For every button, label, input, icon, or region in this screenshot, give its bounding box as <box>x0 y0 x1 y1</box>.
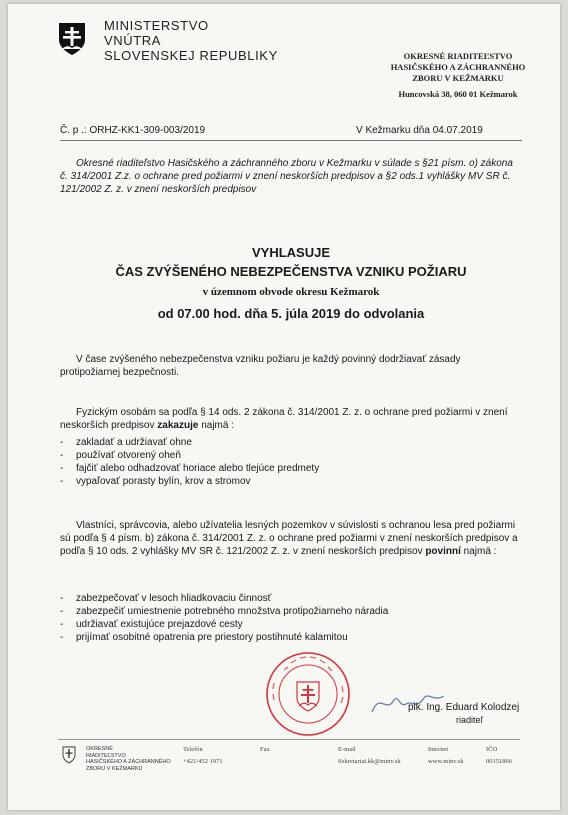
p3-text: Vlastníci, správcovia, alebo užívatelia lesných pozemkov v súvislosti s ochranou lesa pred požiarmi sú podľa § 4 písm. b) zákona č. 314/2001 Z. z. o ochrane pred požiarmi v znení neskorších predpisov a podľa § 10 ods. 2 vyhlášky MV SR č. 121/2002 Z. z. v znení neskorších predpisov <box>60 520 518 557</box>
list-item: - zabezpečovať v lesoch hliadkovaciu činnosť <box>60 593 272 604</box>
list-item: - udržiavať existujúce prejazdové cesty <box>60 619 243 630</box>
intro-paragraph: Okresné riaditeľstvo Hasičského a záchranného zboru v Kežmarku v súlade s §21 písm. o) zákona č. 314/2001 Z.z. o ochrane pred požiarmi v znení neskorších predpisov a §2 ods.1 vyhlášky MV SR č. 121/2002 Z. z. v znení neskorších predpisov <box>60 158 513 195</box>
list-item: - prijímať osobitné opatrenia pre priestory postihnuté kalamitou <box>60 632 348 643</box>
org-line-3: ZBORU V KEŽMARKU <box>412 73 504 83</box>
footer-ico: 00151866 <box>486 758 512 765</box>
footer-crest-icon <box>62 746 76 764</box>
title-declares: VYHLASUJE <box>251 245 331 260</box>
footer-phone: +421/452 1971 <box>183 758 223 765</box>
paragraph-general-duty: V čase zvýšeného nebezpečenstva vzniku požiaru je každý povinný dodržiavať zásady protipožiarnej bezpečnosti. <box>60 354 461 378</box>
title-main: ČAS ZVÝŠENÉHO NEBEZPEČENSTVA VZNIKU POŽIARU <box>115 264 467 279</box>
ministry-line-2: VNÚTRA <box>104 33 162 48</box>
footer-ico-label: IČO <box>486 746 498 753</box>
ministry-line-3: SLOVENSKEJ REPUBLIKY <box>104 48 278 63</box>
p2-text-end: najmä : <box>198 420 234 431</box>
org-line-2: HASIČSKÉHO A ZÁCHRANNÉHO <box>390 62 526 72</box>
paragraph-forest-owners <box>60 519 522 558</box>
title-area: v územnom obvode okresu Kežmarok <box>202 286 380 298</box>
ministry-name <box>104 18 278 63</box>
title-effective-date: od 07.00 hod. dňa 5. júla 2019 do odvolania <box>157 306 425 321</box>
signer-title: riaditeľ <box>456 715 484 725</box>
p3-emphasis: povinní <box>425 546 461 557</box>
list-item: - vypaľovať porasty bylín, krov a stromov <box>60 476 251 487</box>
list-item: - zabezpečiť umiestnenie potrebného množstva protipožiarneho náradia <box>60 606 389 617</box>
footer-phone-label: Telefón <box>183 746 203 753</box>
signer-name: plk. Ing. Eduard Kolodzej <box>408 702 520 713</box>
list-item: - zakladať a udržiavať ohne <box>60 437 192 448</box>
footer-fax-label: Fax <box>260 746 270 753</box>
reference-number: Č. p .: ORHZ-KK1-309-003/2019 <box>60 125 206 136</box>
place-date: V Kežmarku dňa 04.07.2019 <box>356 125 483 136</box>
issuing-office <box>368 51 548 84</box>
footer-website[interactable]: www.minv.sk <box>428 758 464 765</box>
org-line-1: OKRESNÉ RIADITEĽSTVO <box>403 51 513 61</box>
prohibition-list <box>60 436 522 488</box>
document-page <box>8 4 560 810</box>
footer-email-label: E-mail <box>338 746 356 753</box>
footer-organization: OKRESNÉ RIADITEĽSTVO HASIČSKÉHO A ZÁCHRANNÉHO ZBORU V KEŽMARKU <box>86 746 171 772</box>
list-item: - fajčiť alebo odhadzovať horiace alebo tlejúce predmety <box>60 463 320 474</box>
footer-internet-label: Internet <box>428 746 449 753</box>
official-stamp <box>264 650 352 738</box>
p2-emphasis: zakazuje <box>157 420 199 431</box>
paragraph-persons-prohibition <box>60 406 522 432</box>
list-item: - používať otvorený oheň <box>60 450 181 461</box>
ministry-line-1: MINISTERSTVO <box>104 18 209 33</box>
p2-text: Fyzickým osobám sa podľa § 14 ods. 2 zákona č. 314/2001 Z. z. o ochrane pred požiarmi v znení neskorších predpisov <box>60 407 508 431</box>
reference-divider <box>60 140 522 141</box>
slovak-crest-icon <box>57 22 87 56</box>
footer-email[interactable]: Sekretariat.kk@minv.sk <box>338 758 401 765</box>
p3-text-end: najmä : <box>460 546 497 557</box>
obligation-list <box>60 592 522 644</box>
office-address: Huncovská 38, 060 01 Kežmarok <box>398 89 518 99</box>
footer-divider <box>58 739 520 740</box>
